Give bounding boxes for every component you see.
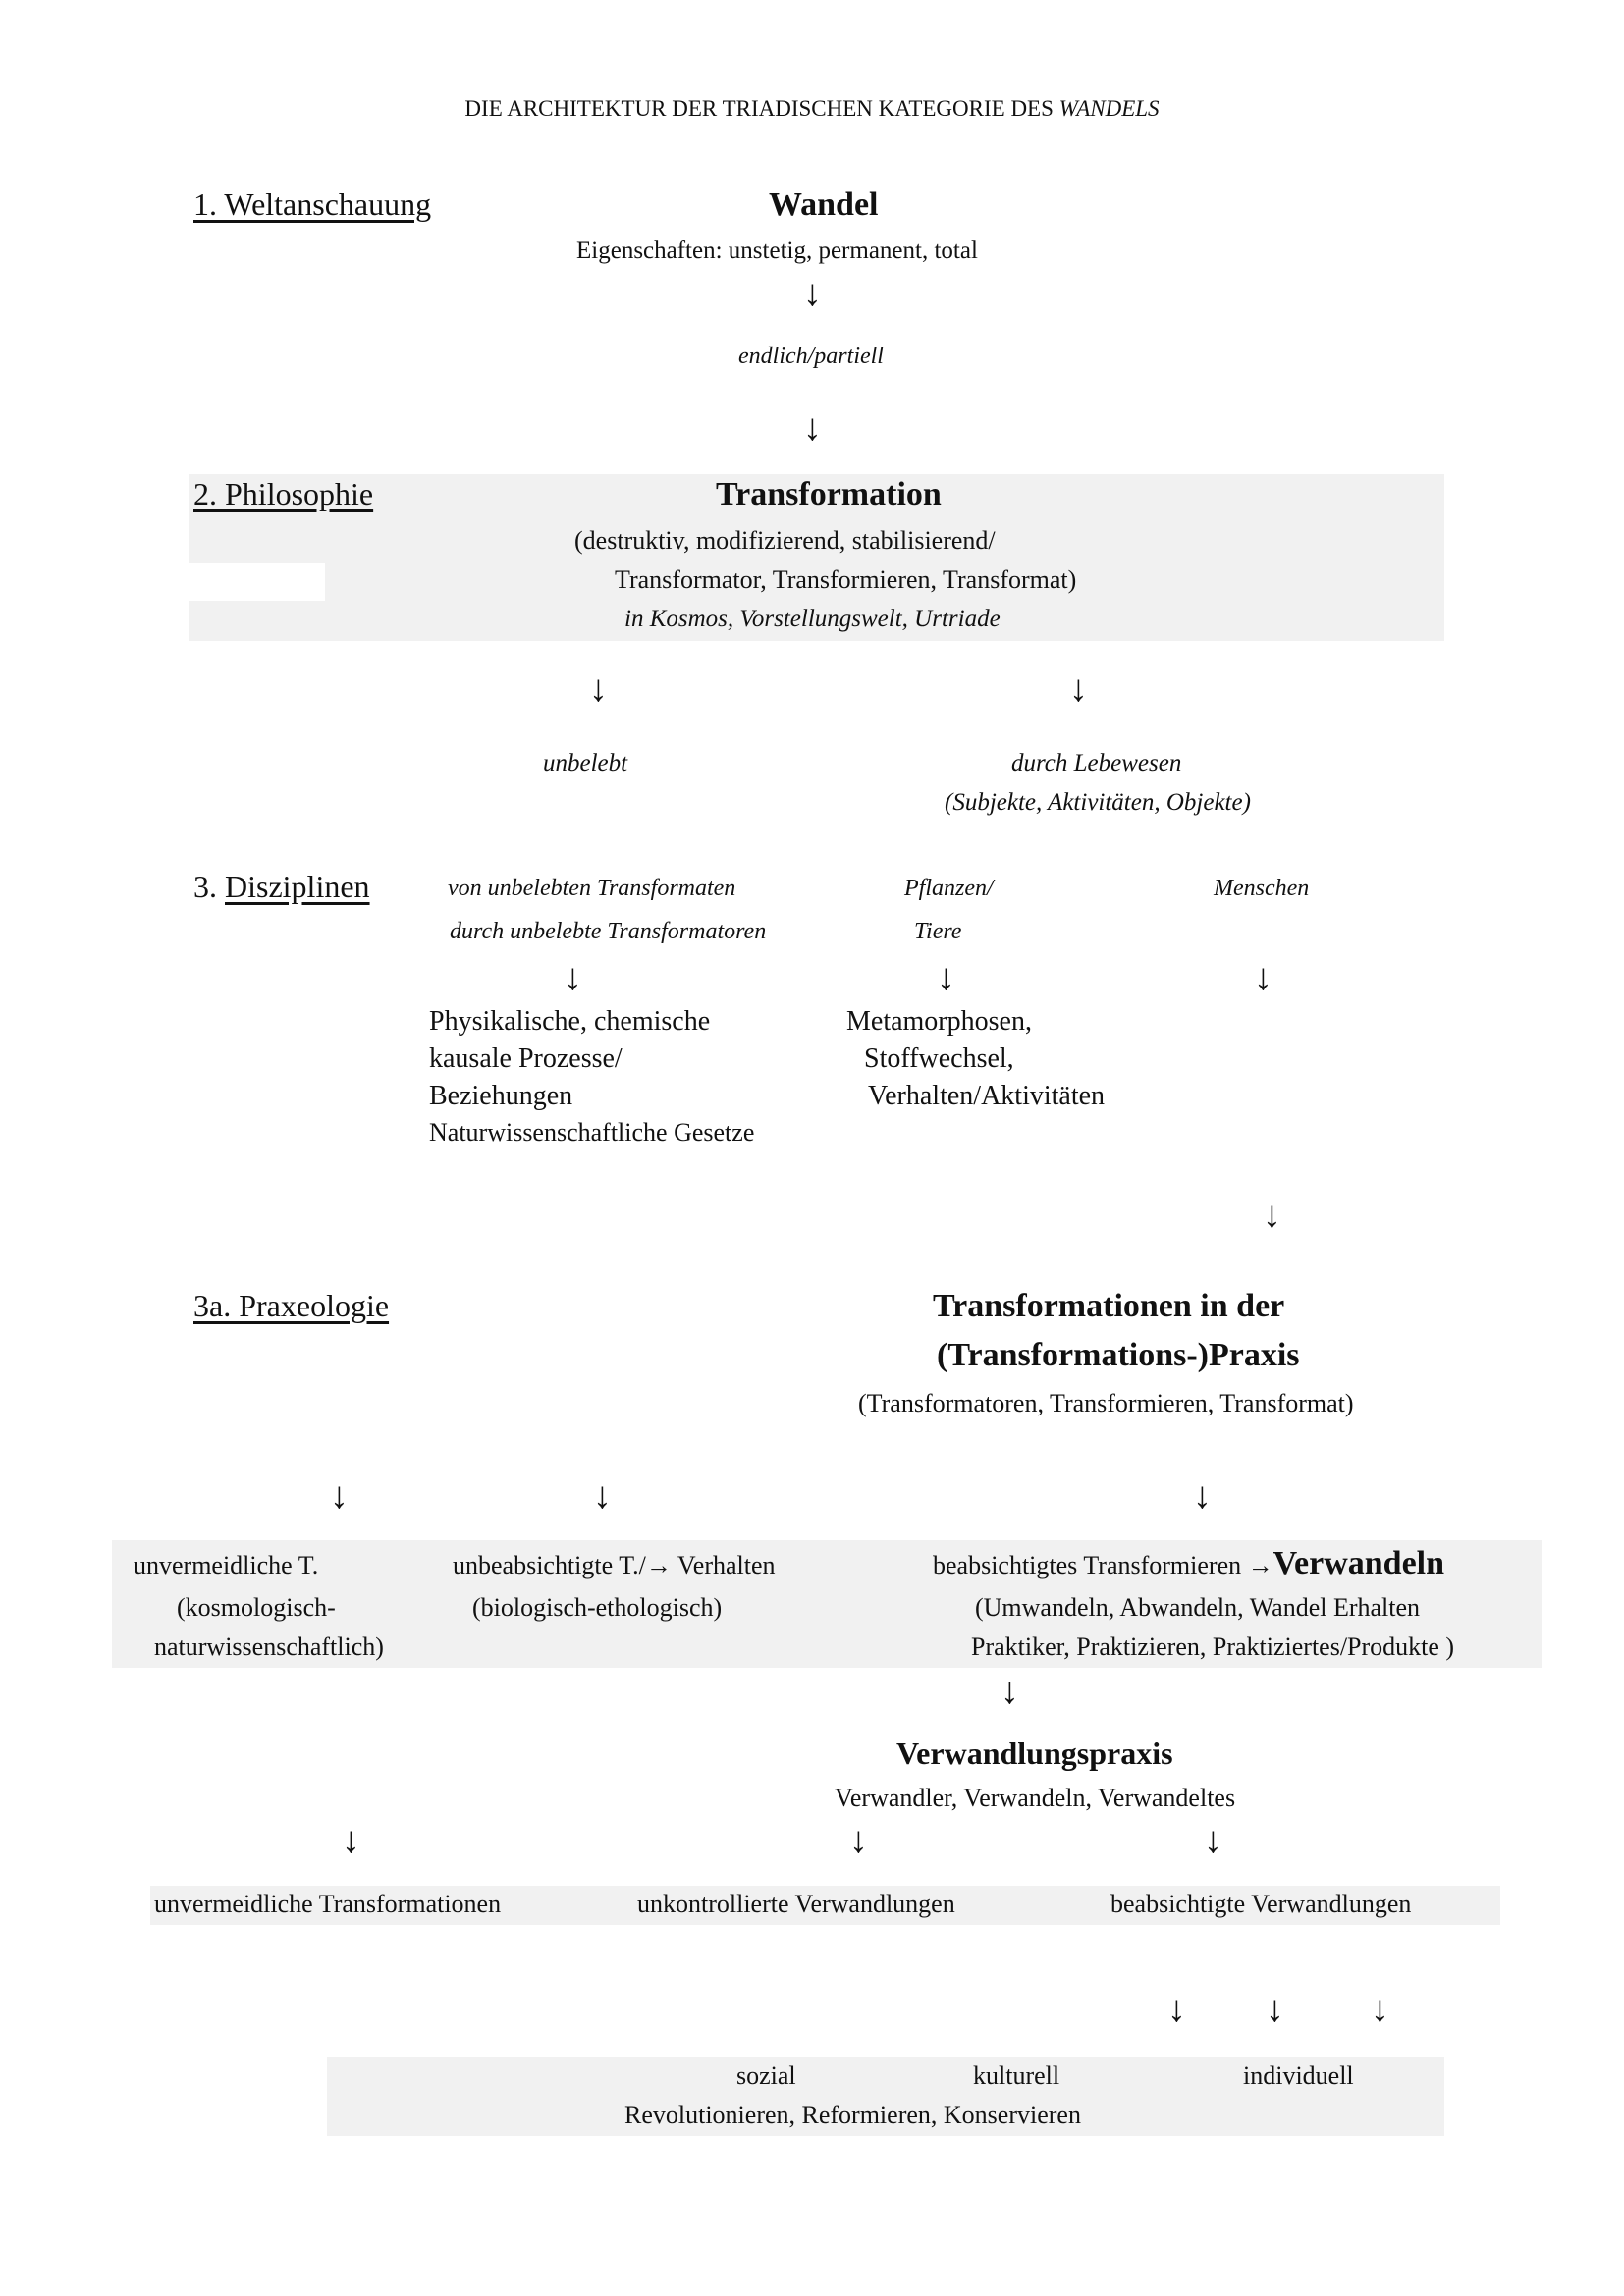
- band1-col3-line3: Praktiker, Praktizieren, Praktiziertes/Produkte ): [971, 1632, 1455, 1661]
- arrow-down: ↓: [1266, 1989, 1284, 2030]
- band1-col1-line1: unvermeidliche T.: [134, 1551, 319, 1579]
- level2-line1: (destruktiv, modifizierend, stabilisierend/: [574, 526, 996, 555]
- level3a-heading-2: (Transformations-)Praxis: [937, 1337, 1300, 1373]
- branch-lebewesen: durch Lebewesen: [1011, 750, 1182, 776]
- page-title-main: DIE ARCHITEKTUR DER TRIADISCHEN KATEGORIE DES: [464, 96, 1059, 121]
- arrow-down: ↓: [803, 407, 822, 449]
- col2-line: Metamorphosen,: [846, 1006, 1032, 1037]
- band1-col3-line2: (Umwandeln, Abwandeln, Wandel Erhalten: [975, 1593, 1421, 1622]
- col3-heading: Menschen: [1214, 876, 1310, 901]
- arrow-down: ↓: [849, 1820, 868, 1861]
- band1-col3-line1: [933, 1545, 1444, 1582]
- band3-sozial: sozial: [736, 2061, 796, 2090]
- band2-col2: unkontrollierte Verwandlungen: [637, 1890, 955, 1918]
- level2-line2: Transformator, Transformieren, Transformat): [615, 565, 1077, 594]
- col2-line: Stoffwechsel,: [864, 1043, 1014, 1074]
- band2-col1: unvermeidliche Transformationen: [154, 1890, 502, 1918]
- band3-individuell: individuell: [1243, 2061, 1354, 2090]
- arrow-down: ↓: [330, 1475, 349, 1517]
- level3a-label: 3a. Praxeologie: [193, 1288, 390, 1323]
- level3-label-number: 3.: [193, 869, 225, 904]
- level3a-heading-1: Transformationen in der: [933, 1288, 1285, 1324]
- verwandlung-heading: Verwandlungspraxis: [896, 1735, 1173, 1771]
- arrow-down: ↓: [342, 1820, 360, 1861]
- col2-heading-1: Pflanzen/: [904, 876, 994, 901]
- level3a-sub: (Transformatoren, Transformieren, Transformat): [858, 1389, 1354, 1417]
- arrow-down: ↓: [589, 668, 608, 710]
- arrow-down: ↓: [1193, 1475, 1212, 1517]
- level2-line3: in Kosmos, Vorstellungswelt, Urtriade: [624, 606, 1001, 632]
- band2-col3: beabsichtigte Verwandlungen: [1110, 1890, 1412, 1918]
- arrow-down: ↓: [593, 1475, 612, 1517]
- level2-heading: Transformation: [716, 476, 942, 512]
- band3-line2: Revolutionieren, Reformieren, Konservieren: [624, 2101, 1081, 2129]
- arrow-down: ↓: [1371, 1989, 1389, 2030]
- arrow-down: ↓: [803, 273, 822, 314]
- branch-lebewesen-detail: (Subjekte, Aktivitäten, Objekte): [945, 789, 1251, 816]
- col1-line: kausale Prozesse/: [429, 1043, 623, 1074]
- arrow-down: ↓: [1069, 668, 1088, 710]
- arrow-down: ↓: [1167, 1989, 1186, 2030]
- level1-qualifier: endlich/partiell: [738, 344, 884, 369]
- arrow-down: ↓: [1263, 1195, 1281, 1236]
- col1-line: Naturwissenschaftliche Gesetze: [429, 1118, 755, 1147]
- arrow-down: ↓: [937, 957, 955, 998]
- band1-col1-line2: (kosmologisch-: [177, 1593, 336, 1622]
- col2-line: Verhalten/Aktivitäten: [868, 1081, 1106, 1111]
- level2-label: 2. Philosophie: [193, 476, 374, 511]
- band1-col2-line1: unbeabsichtigte T./→ Verhalten: [453, 1551, 776, 1579]
- col1-heading-2: durch unbelebte Transformatoren: [450, 919, 767, 944]
- col1-line: Beziehungen: [429, 1081, 573, 1111]
- arrow-down: ↓: [564, 957, 582, 998]
- col1-line: Physikalische, chemische: [429, 1006, 711, 1037]
- band1-col2-line2: (biologisch-ethologisch): [472, 1593, 723, 1622]
- verwandlung-sub: Verwandler, Verwandeln, Verwandeltes: [835, 1784, 1236, 1812]
- page-title-italic: WANDELS: [1058, 96, 1160, 121]
- branch-unbelebt: unbelebt: [543, 750, 628, 776]
- arrow-down: ↓: [1001, 1671, 1019, 1712]
- level3-label: [193, 869, 370, 905]
- level1-heading: Wandel: [769, 187, 879, 223]
- level1-label: 1. Weltanschauung: [193, 187, 432, 222]
- page-title: [0, 96, 1624, 122]
- band3-kulturell: kulturell: [973, 2061, 1060, 2090]
- band1-col1-line3: naturwissenschaftlich): [154, 1632, 384, 1661]
- col2-heading-2: Tiere: [914, 919, 962, 944]
- arrow-down: ↓: [1254, 957, 1272, 998]
- band1-col3-verwandeln: Verwandeln: [1272, 1545, 1445, 1581]
- col1-heading-1: von unbelebten Transformaten: [448, 876, 736, 901]
- band-cutout: [189, 563, 325, 601]
- band1-col3-text: beabsichtigtes Transformieren →: [933, 1551, 1273, 1579]
- arrow-down: ↓: [1204, 1820, 1222, 1861]
- level1-properties: Eigenschaften: unstetig, permanent, total: [576, 238, 978, 264]
- level3-label-word: Disziplinen: [225, 869, 370, 904]
